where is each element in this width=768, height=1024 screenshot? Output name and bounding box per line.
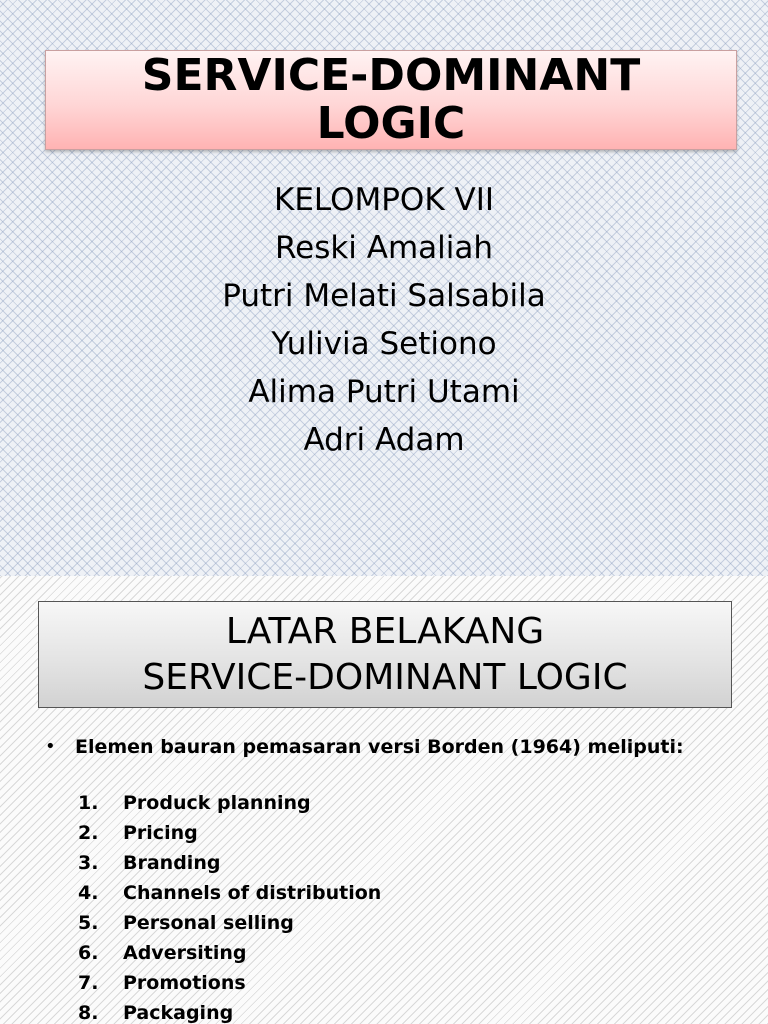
item-text: Channels of distribution [123, 882, 382, 904]
background-slide [0, 576, 768, 1024]
title-line-1: SERVICE-DOMINANT [141, 50, 641, 101]
title-line-2: LOGIC [316, 98, 466, 149]
list-item [78, 878, 381, 908]
bullet-point [45, 734, 725, 760]
item-text: Packaging [123, 1002, 234, 1024]
list-item [78, 968, 381, 998]
group-name: KELOMPOK VII [274, 182, 494, 218]
item-number: 2. [78, 822, 99, 844]
list-item [78, 818, 381, 848]
member-name: Reski Amaliah [274, 230, 494, 266]
item-number: 1. [78, 792, 99, 814]
marketing-mix-list [78, 788, 381, 1024]
section-title-box [38, 601, 732, 708]
section-title-line-1: LATAR BELAKANG [225, 610, 545, 652]
member-name: Alima Putri Utami [248, 374, 520, 410]
item-number: 4. [78, 882, 99, 904]
list-item [78, 908, 381, 938]
member-name: Adri Adam [303, 422, 465, 458]
item-number: 8. [78, 1002, 99, 1024]
bullet-icon: • [45, 736, 56, 757]
item-number: 7. [78, 972, 99, 994]
section-title-line-2: SERVICE-DOMINANT LOGIC [142, 656, 628, 698]
title-box [45, 50, 737, 150]
item-text: Promotions [123, 972, 246, 994]
member-list [0, 176, 768, 464]
list-item [78, 938, 381, 968]
list-item [78, 848, 381, 878]
item-text: Personal selling [123, 912, 294, 934]
item-number: 3. [78, 852, 99, 874]
list-item [78, 998, 381, 1024]
item-number: 5. [78, 912, 99, 934]
item-number: 6. [78, 942, 99, 964]
member-name: Yulivia Setiono [271, 326, 497, 362]
item-text: Adversiting [123, 942, 247, 964]
item-text: Pricing [123, 822, 198, 844]
item-text: Produck planning [123, 792, 311, 814]
member-name: Putri Melati Salsabila [222, 278, 546, 314]
bullet-text: Elemen bauran pemasaran versi Borden (1964) meliputi: [75, 736, 684, 758]
item-text: Branding [123, 852, 221, 874]
list-item [78, 788, 381, 818]
